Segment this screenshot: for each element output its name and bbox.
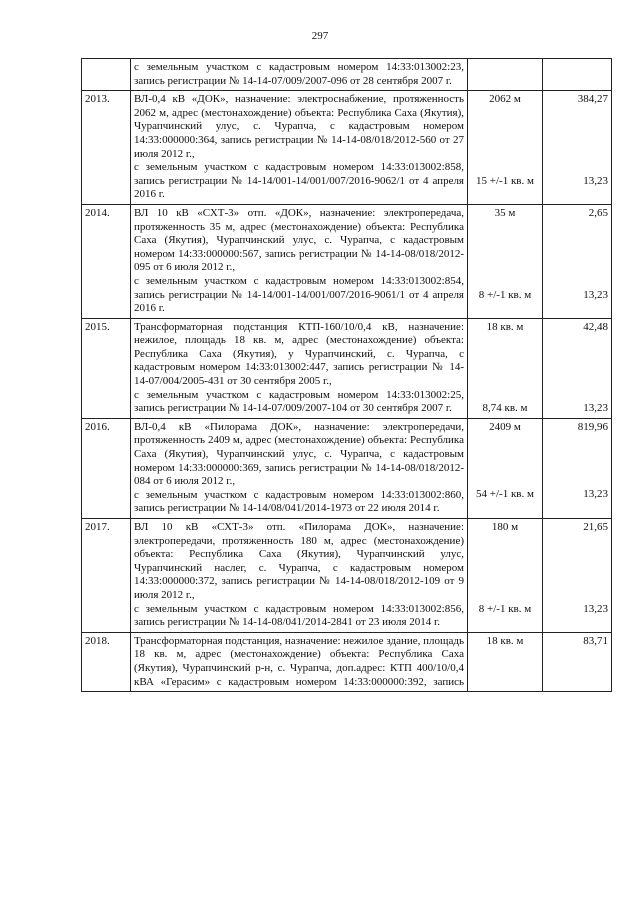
description-paragraph: Трансформаторная подстанция, назначение: нежилое здание, площадь 18 кв. м, адрес (местонахождение) объекта: Республика Саха (Якутия), Чурапчинский р-н, с. Чурапча, доп.адрес: КТП 400/10/0,4 кВА «Герасим» с кадастровым номером 14:33:000000:392, запись: [134, 634, 464, 688]
description-paragraph: Трансформаторная подстанция КТП-160/10/0,4 кВ, назначение: нежилое, площадь 18 кв. м, адрес (местонахождение) объекта: Республика Саха (Якутия), у Чурапчинский, с. Чурапча, с кадастровым номером 14:33:013002:447, запись регистрации № 14-14-07/004/2005-431 от 30 сентября 2005 г.,: [134, 320, 464, 388]
row-number: 2014.: [82, 204, 131, 318]
land-plot-paragraph: с земельным участком с кадастровым номером 14:33:013002:854, запись регистрации № 14-14/001-14/001/007/2016-9061/1 от 4 апреля 2016 г.: [134, 274, 464, 315]
size-value: 2062 м: [489, 93, 521, 106]
land-size-value: 8 +/-1 кв. м: [478, 602, 532, 615]
land-plot-paragraph: с земельным участком с кадастровым номером 14:33:013002:858, запись регистрации № 14-14/001-14/001/007/2016-9062/1 от 4 апреля 2016 г.: [134, 161, 464, 201]
row-number: [82, 59, 131, 91]
size-value: 35 м: [494, 206, 516, 219]
row-number: 2015.: [82, 318, 131, 418]
description-paragraph: ВЛ 10 кВ «СХТ-3» отп. «Пилорама ДОК», назначение: электропередачи, протяженность 180 м, адрес (местонахождение) объекта: Республика Саха (Якутия), Чурапчинский улус, Чурапчинский наслег, с. Чурапча, с кадастровым номером 14:33:000000:372, запись регистрации № 14-14-08/018/2012-109 от 9 июля 2012 г.,: [134, 521, 464, 601]
land-plot-paragraph: с земельным участком с кадастровым номером 14:33:013002:25, запись регистрации № 14-14-07/009/2007-104 от 30 сентября 2007 г.: [134, 388, 464, 415]
land-size-value: 8,74 кв. м: [482, 402, 528, 415]
row-size: [468, 418, 543, 518]
row-size: [468, 91, 543, 205]
row-description: [131, 418, 468, 518]
row-cost: [543, 318, 612, 418]
row-cost: [543, 418, 612, 518]
row-description: [131, 632, 468, 691]
land-cost-value: 13,23: [583, 402, 608, 415]
page-number: 297: [311, 30, 329, 42]
row-description: [131, 59, 468, 91]
row-size: [468, 59, 543, 91]
row-description: [131, 91, 468, 205]
land-plot-paragraph: с земельным участком с кадастровым номером 14:33:013002:860, запись регистрации № 14-14/08/041/2014-1973 от 22 июля 2014 г.: [134, 488, 464, 515]
row-description: [131, 204, 468, 318]
size-value: 180 м: [491, 521, 519, 534]
description-paragraph: с земельным участком с кадастровым номером 14:33:013002:23, запись регистрации № 14-14-07/009/2007-096 от 28 сентября 2007 г.: [134, 61, 464, 87]
row-description: [131, 318, 468, 418]
size-value: 18 кв. м: [486, 320, 524, 333]
table-row: [82, 91, 612, 205]
land-size-value: 15 +/-1 кв. м: [476, 174, 534, 187]
property-registry-table: [81, 58, 612, 692]
cost-value: 21,65: [583, 521, 608, 534]
land-cost-value: 13,23: [583, 174, 608, 187]
land-size-value: 54 +/-1 кв. м: [476, 488, 534, 501]
table-row: [82, 632, 612, 691]
land-cost-value: 13,23: [583, 488, 608, 501]
row-size: [468, 204, 543, 318]
description-paragraph: ВЛ-0,4 кВ «ДОК», назначение: электроснабжение, протяженность 2062 м, адрес (местонахождение) объекта: Республика Саха (Якутия), Чурапчинский улус, с. Чурапча, с кадастровым номером 14:33:000000:364, запись регистрации № 14-14-08/018/2012-560 от 27 июля 2012 г.,: [134, 93, 464, 160]
table-row: [82, 59, 612, 91]
row-number: 2016.: [82, 418, 131, 518]
row-size: 18 кв. м: [468, 632, 543, 691]
cost-value: 384,27: [577, 93, 608, 106]
row-cost: [543, 59, 612, 91]
row-cost: 83,71: [543, 632, 612, 691]
row-cost: [543, 204, 612, 318]
table-row: [82, 418, 612, 518]
land-plot-paragraph: с земельным участком с кадастровым номером 14:33:013002:856, запись регистрации № 14-14-08/041/2014-2841 от 23 июля 2014 г.: [134, 602, 464, 629]
cost-value: 2,65: [588, 206, 608, 219]
description-paragraph: ВЛ-0,4 кВ «Пилорама ДОК», назначение: электропередачи, протяженность 2409 м, адрес (местонахождение) объекта: Республика Саха (Якутия), Чурапчинский улус, с. Чурапча, с кадастровым номером 14:33:000000:369, запись регистрации № 14-14-08/018/2012-084 от 6 июля 2012 г.,: [134, 420, 464, 488]
description-paragraph: ВЛ 10 кВ «СХТ-3» отп. «ДОК», назначение: электропередача, протяженность 35 м, адрес (местонахождение) объекта: Республика Саха (Якутия), Чурапчинский улус, с. Чурапча, с кадастровым номером 14:33:000000:567, запись регистрации № 14-14-08/018/2012-095 от 6 июля 2012 г.,: [134, 206, 464, 274]
cost-value: 819,96: [577, 420, 608, 433]
row-number: 2013.: [82, 91, 131, 205]
table-row: [82, 519, 612, 633]
row-cost: [543, 91, 612, 205]
row-size: [468, 318, 543, 418]
row-description: [131, 519, 468, 633]
cost-value: 42,48: [583, 320, 608, 333]
row-number: 2017.: [82, 519, 131, 633]
row-cost: [543, 519, 612, 633]
row-size: [468, 519, 543, 633]
land-size-value: 8 +/-1 кв. м: [478, 288, 532, 301]
land-cost-value: 13,23: [583, 288, 608, 301]
row-number: 2018.: [82, 632, 131, 691]
land-cost-value: 13,23: [583, 602, 608, 615]
size-value: 2409 м: [489, 420, 521, 433]
table-row: [82, 318, 612, 418]
table-row: [82, 204, 612, 318]
